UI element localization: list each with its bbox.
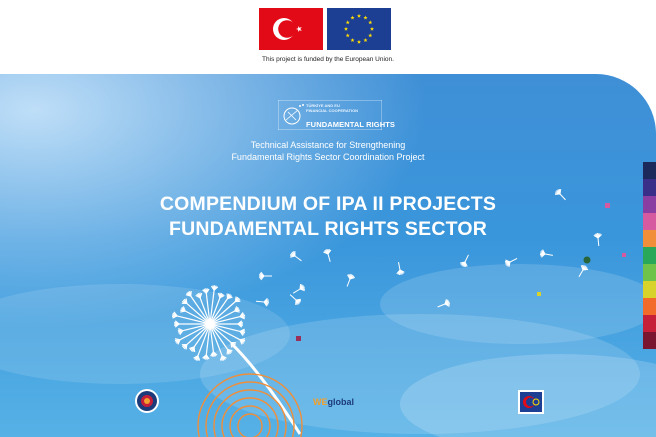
dandelion-seed-tuft [227,350,228,355]
color-stripe [643,332,656,349]
cover-panel [0,74,656,437]
color-stripe [643,213,656,230]
subtitle-line-2: Fundamental Rights Sector Coordination Project [231,152,425,162]
dandelion-seed-tuft [186,299,187,304]
cfcu-logo [134,388,160,414]
logo-caption: TÜRKİYE AND EU FINANCIAL COOPERATION [306,103,359,113]
turkey-flag-icon [259,8,323,50]
color-stripe [643,162,656,179]
subtitle-line-1: Technical Assistance for Strengthening [250,140,406,150]
color-stripe [643,196,656,213]
color-stripe [643,315,656,332]
dandelion-seed-tuft [191,291,192,296]
color-stripe [643,247,656,264]
color-stripe [643,281,656,298]
logo-title: FUNDAMENTAL RIGHTS [306,120,396,129]
eu-flag-icon [327,8,391,50]
funding-statement: This project is funded by the European Union. [262,56,394,63]
dandelion-seed-tuft [231,343,232,348]
ministry-logo [518,390,544,414]
color-stripe [643,230,656,247]
color-stripe [643,179,656,196]
color-stripe [643,264,656,281]
weglobal-rest: global [327,397,354,407]
weglobal-logo [313,397,354,407]
title-line-1: COMPENDIUM OF IPA II PROJECTS [159,193,497,215]
color-stripe [643,298,656,315]
color-stripes [643,162,656,349]
title-line-2: FUNDAMENTAL RIGHTS SECTOR [168,218,488,240]
weglobal-we: WE [313,397,328,407]
